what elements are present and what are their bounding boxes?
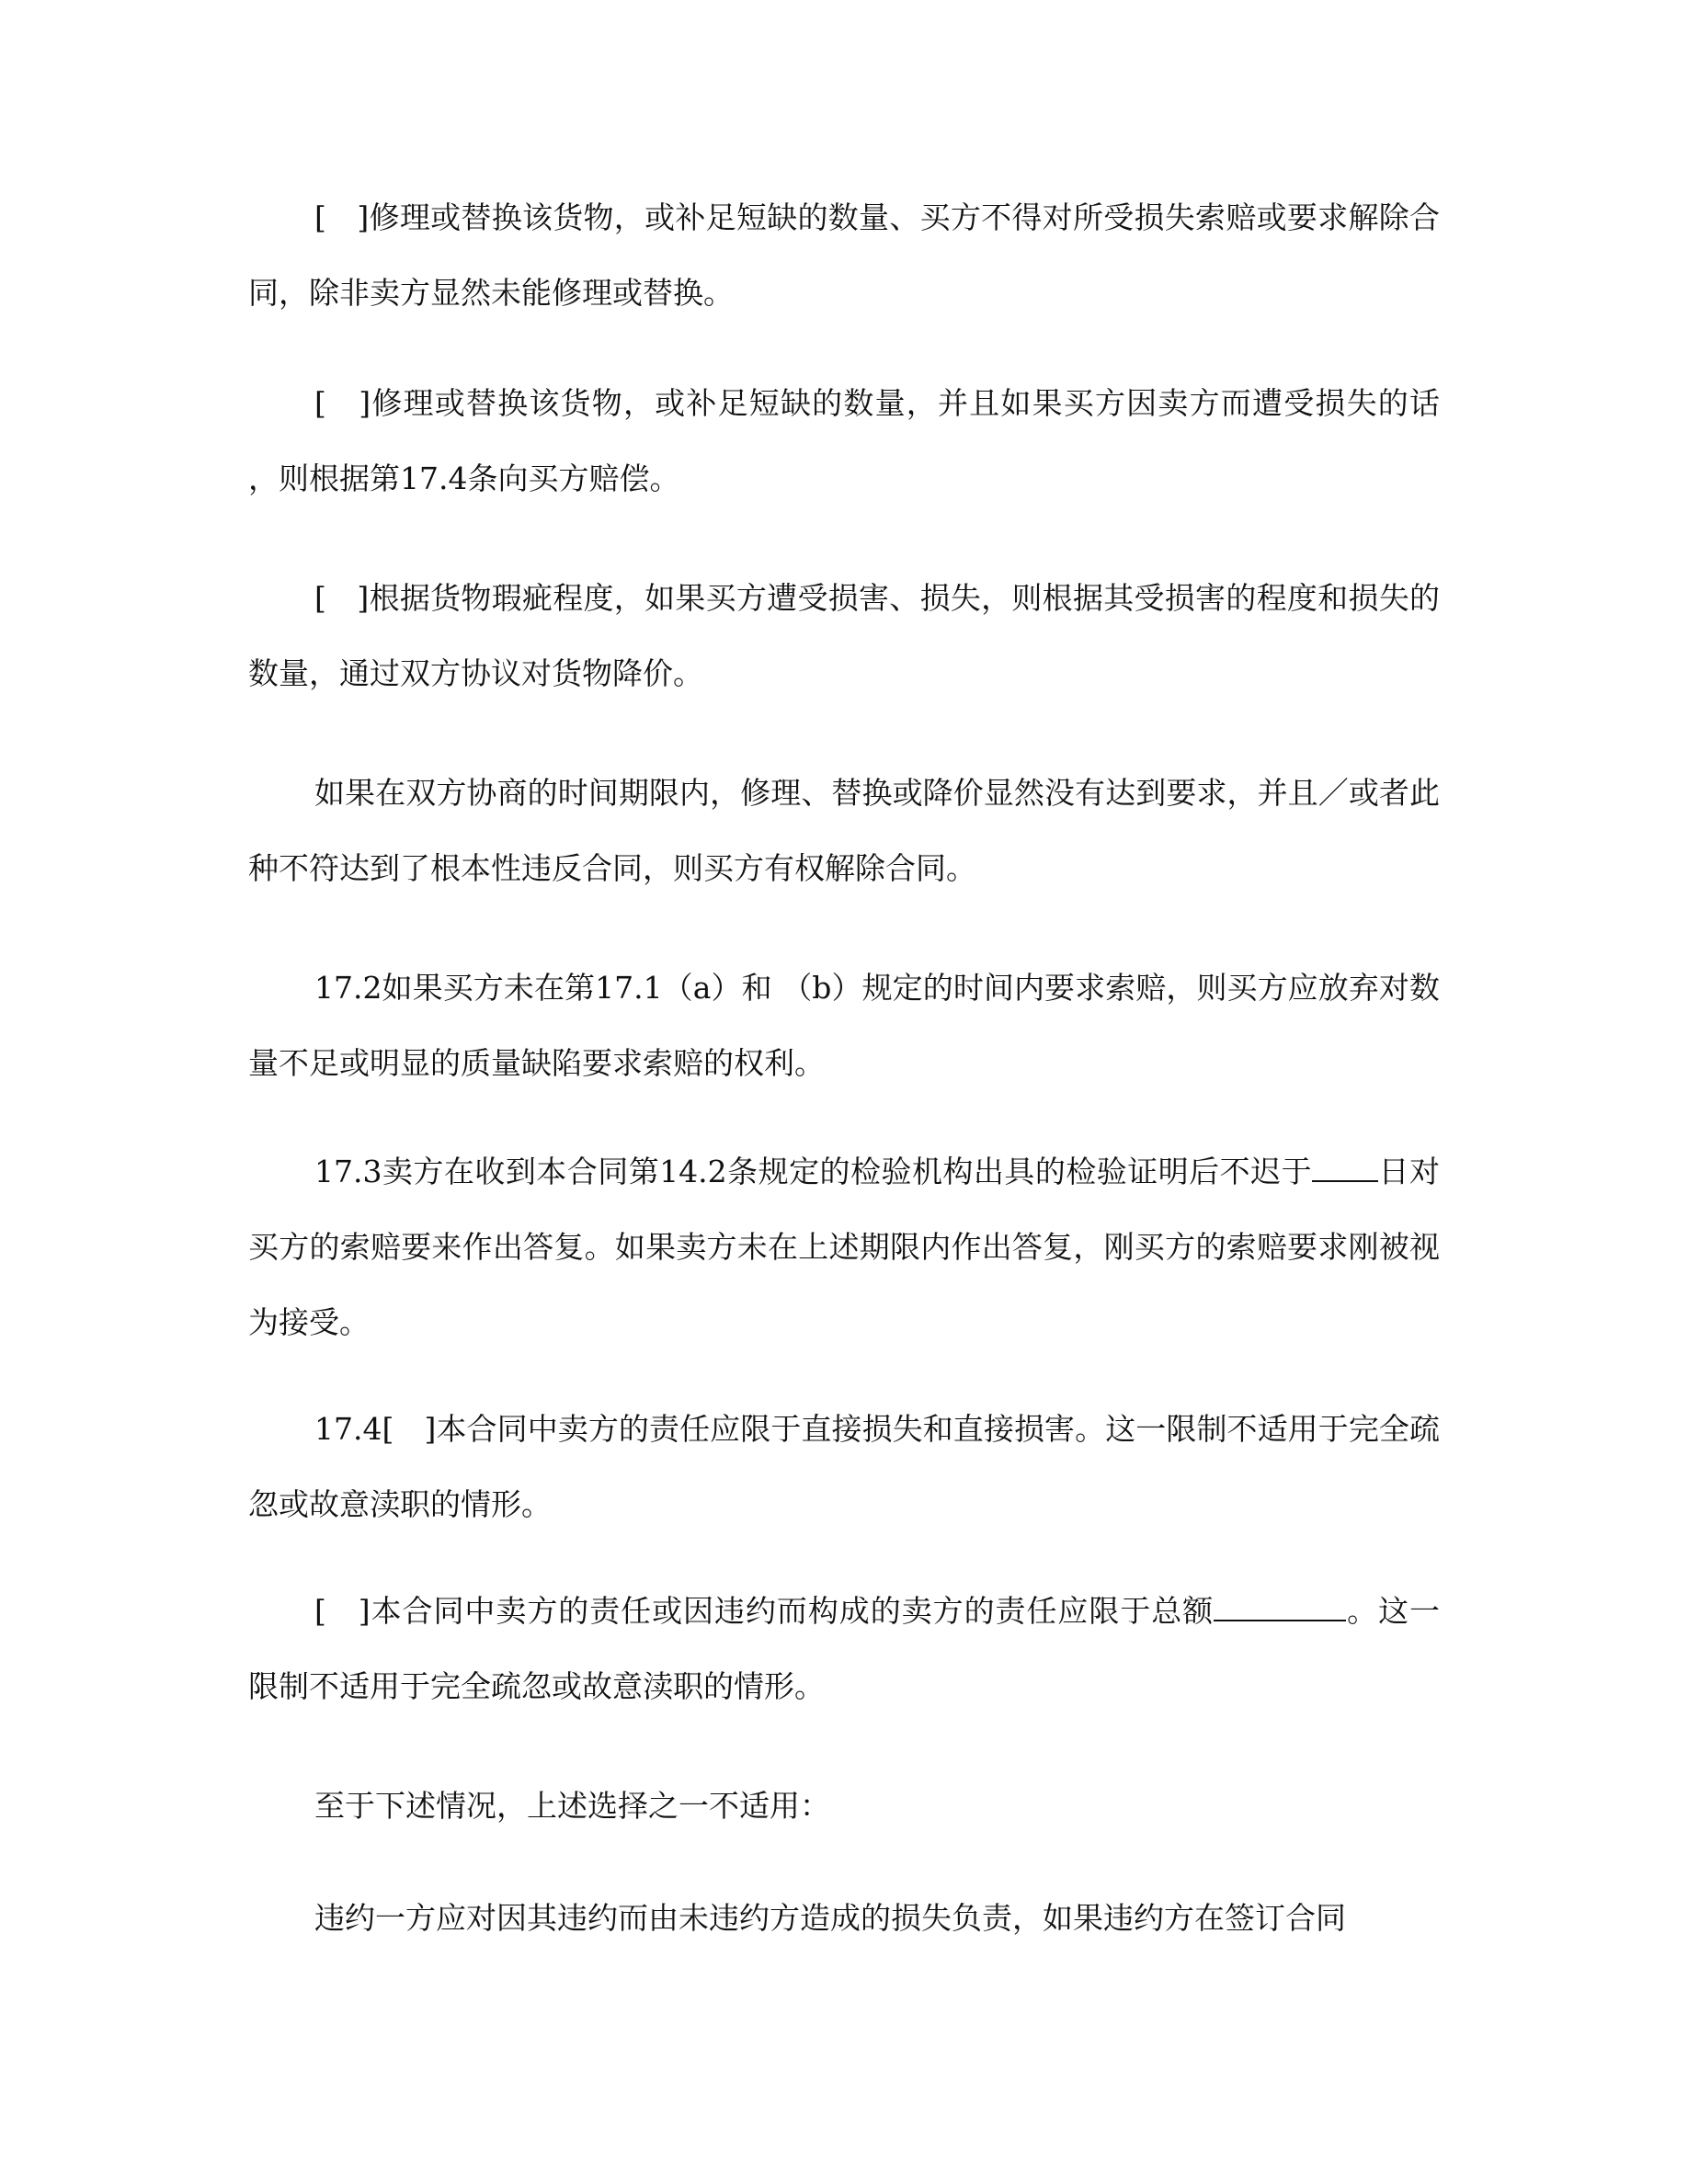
paragraph-17-3: [248, 1134, 1440, 1360]
paragraph-liability-cap: [248, 1574, 1440, 1724]
days-blank-field: [1312, 1153, 1378, 1182]
paragraph-exceptions: 至于下述情况，上述选择之一不适用：: [314, 1788, 830, 1824]
paragraph-breaching-party: 违约一方应对因其违约而由未违约方造成的损失负责，如果违约方在签订合同: [314, 1900, 1346, 1936]
amount-blank-field: [1214, 1592, 1346, 1621]
paragraph-17-2: 17.2如果买方未在第17.1（a）和 （b）规定的时间内要求索赔，则买方应放弃对数量不足或明显的质量缺陷要求索赔的权利。: [248, 970, 1440, 1081]
paragraph-price-reduction: [ ]根据货物瑕疵程度，如果买方遭受损害、损失，则根据其受损害的程度和损失的数量，通过双方协议对货物降价。: [248, 580, 1440, 691]
paragraph-liability-cap-text-after: 。这一限制不适用于完全疏忽或故意渎职的情形。: [248, 1593, 1441, 1704]
paragraph-repair-replace-no-claim: [ ]修理或替换该货物，或补足短缺的数量、买方不得对所受损失索赔或要求解除合同，除非卖方显然未能修理或替换。: [248, 199, 1440, 311]
paragraph-liability-cap-text-before: [ ]本合同中卖方的责任或因违约而构成的卖方的责任应限于总额: [314, 1593, 1215, 1629]
paragraph-terminate-contract: 如果在双方协商的时间期限内，修理、替换或降价显然没有达到要求，并且／或者此种不符达到了根本性违反合同，则买方有权解除合同。: [248, 775, 1440, 886]
paragraph-repair-replace-compensate: [ ]修理或替换该货物，或补足短缺的数量，并且如果买方因卖方而遭受损失的话 ，则根据第17.4条向买方赔偿。: [248, 385, 1450, 496]
paragraph-17-3-text-after: 日对买方的索赔要来作出答复。如果卖方未在上述期限内作出答复，刚买方的索赔要求刚被视为接受。: [248, 1154, 1441, 1340]
paragraph-17-3-text-before: 17.3卖方在收到本合同第14.2条规定的检验机构出具的检验证明后不迟于: [314, 1154, 1313, 1189]
paragraph-17-4: 17.4[ ]本合同中卖方的责任应限于直接损失和直接损害。这一限制不适用于完全疏忽或故意渎职的情形。: [248, 1411, 1440, 1522]
